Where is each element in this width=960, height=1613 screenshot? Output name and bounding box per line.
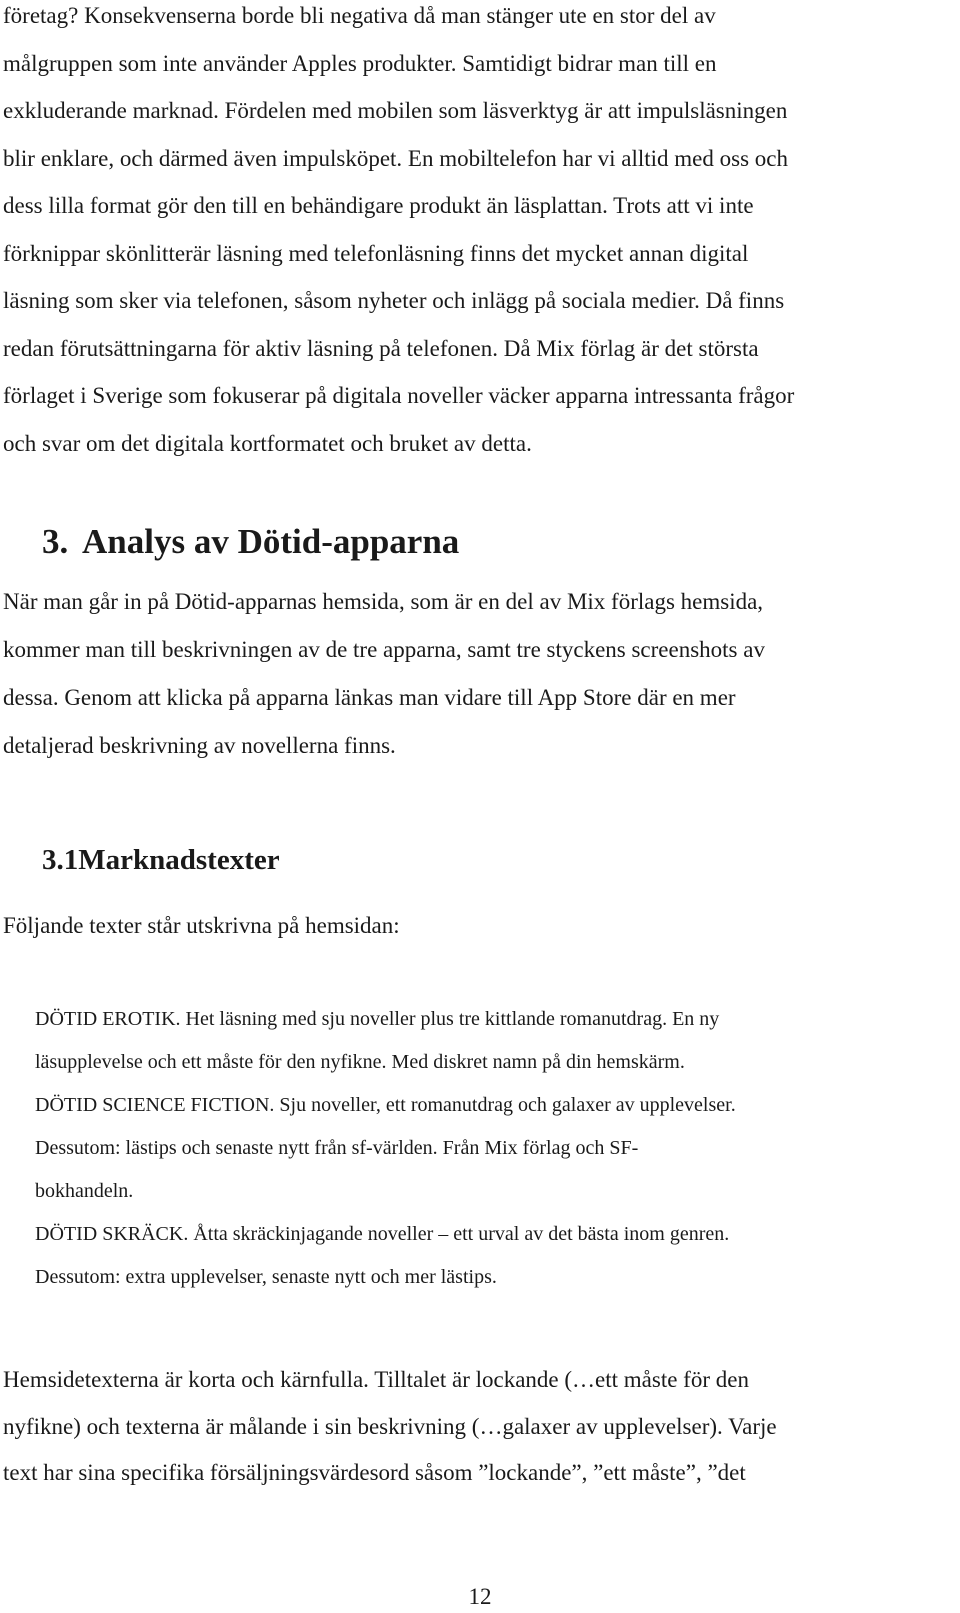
- body-paragraph-top: [3, 0, 948, 467]
- quoted-marketing-texts: [35, 998, 935, 1299]
- text-line: detaljerad beskrivning av novellerna finns.: [3, 733, 396, 758]
- intro-sentence: Följande texter står utskrivna på hemsidan:: [3, 913, 400, 938]
- quote-line: Dessutom: lästips och senaste nytt från sf-världen. Från Mix förlag och SF-: [35, 1137, 639, 1159]
- text-line: förlaget i Sverige som fokuserar på digitala noveller väcker apparna intressanta frågor: [3, 383, 795, 408]
- quote-line: bokhandeln.: [35, 1180, 134, 1202]
- text-line: företag? Konsekvenserna borde bli negativa då man stänger ute en stor del av: [3, 3, 716, 28]
- quote-line: DÖTID EROTIK. Het läsning med sju noveller plus tre kittlande romanutdrag. En ny: [35, 1008, 720, 1030]
- text-line: Hemsidetexterna är korta och kärnfulla. Tilltalet är lockande (…ett måste för den: [3, 1367, 749, 1392]
- text-line: blir enklare, och därmed även impulsköpet. En mobiltelefon har vi alltid med oss och: [3, 145, 788, 171]
- text-line: läsning som sker via telefonen, såsom nyheter och inlägg på sociala medier. Då finns: [3, 288, 785, 313]
- text-line: text har sina specifika försäljningsvärdesord såsom ”lockande”, ”ett måste”, ”det: [3, 1460, 746, 1485]
- section-heading-3: [42, 520, 459, 564]
- text-line: förknippar skönlitterär läsning med telefonläsning finns det mycket annan digital: [3, 240, 749, 266]
- section-number: 3.1: [42, 844, 79, 876]
- text-line: dess lilla format gör den till en behändigare produkt än läsplattan. Trots att vi inte: [3, 193, 754, 218]
- quote-line: DÖTID SCIENCE FICTION. Sju noveller, ett romanutdrag och galaxer av upplevelser.: [35, 1094, 736, 1116]
- text-line: och svar om det digitala kortformatet och bruket av detta.: [3, 430, 532, 456]
- section-number: 3.: [42, 522, 69, 561]
- body-paragraph-analys: [3, 578, 948, 770]
- section-title: Analys av Dötid-apparna: [82, 522, 460, 561]
- quote-line: DÖTID SKRÄCK. Åtta skräckinjagande noveller – ett urval av det bästa inom genren.: [35, 1223, 730, 1245]
- text-line: exkluderande marknad. Fördelen med mobilen som läsverktyg är att impulsläsningen: [3, 98, 788, 123]
- text-line: När man går in på Dötid-apparnas hemsida, som är en del av Mix förlags hemsida,: [3, 589, 764, 614]
- text-line: nyfikne) och texterna är målande i sin beskrivning (…galaxer av upplevelser). Varje: [3, 1413, 777, 1439]
- body-paragraph-bottom: [3, 1357, 948, 1497]
- section-heading-3-1: [42, 840, 280, 880]
- quote-line: Dessutom: extra upplevelser, senaste nytt och mer lästips.: [35, 1266, 497, 1288]
- text-line: kommer man till beskrivningen av de tre apparna, samt tre styckens screenshots av: [3, 637, 765, 662]
- quote-line: läsupplevelse och ett måste för den nyfikne. Med diskret namn på din hemskärm.: [35, 1051, 685, 1073]
- text-line: dessa. Genom att klicka på apparna länkas man vidare till App Store där en mer: [3, 685, 736, 710]
- section-title: Marknadstexter: [78, 844, 280, 876]
- text-line: redan förutsättningarna för aktiv läsning på telefonen. Då Mix förlag är det största: [3, 335, 759, 361]
- text-line: målgruppen som inte använder Apples produkter. Samtidigt bidrar man till en: [3, 50, 717, 76]
- page-number: 12: [468, 1584, 492, 1609]
